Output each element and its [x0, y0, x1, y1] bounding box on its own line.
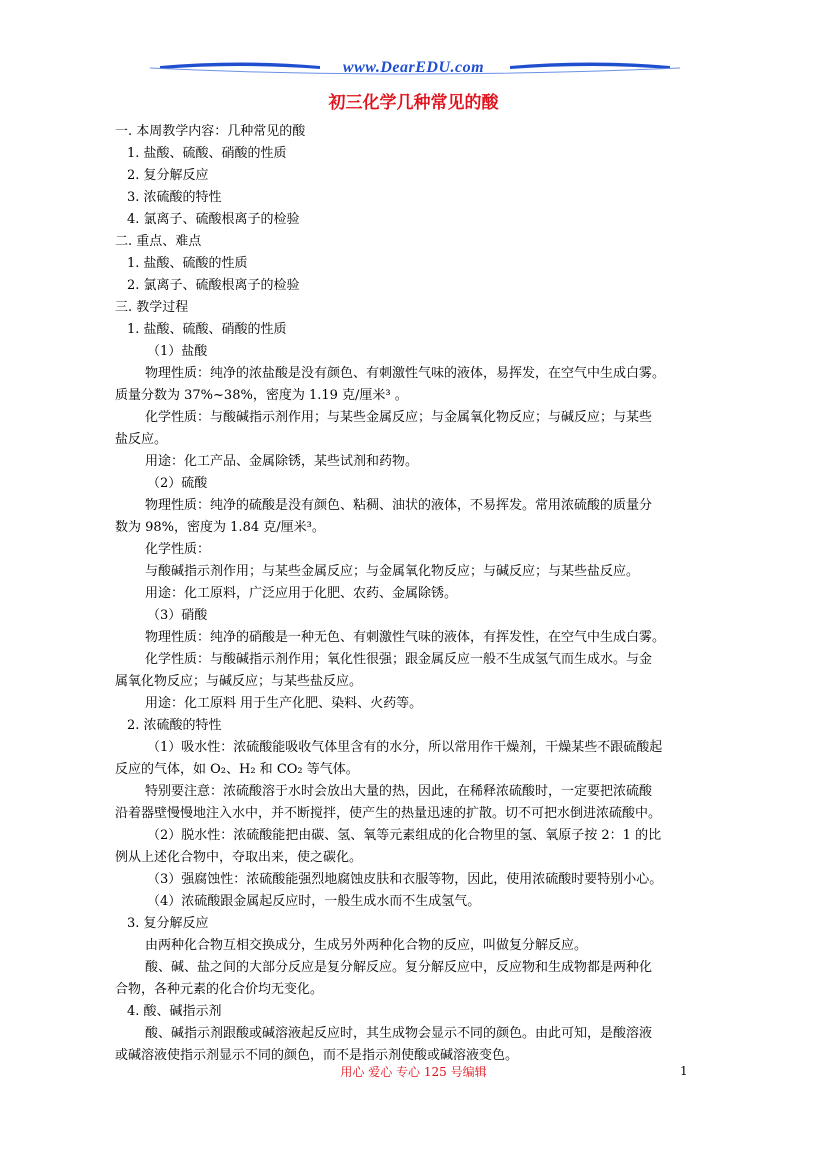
page-number: 1 [680, 1064, 688, 1078]
text-line: 物理性质：纯净的浓盐酸是没有颜色、有刺激性气味的液体，易挥发，在空气中生成白雾。 [145, 366, 666, 381]
text-line: （4）浓硫酸跟金属起反应时，一般生成水而不生成氢气。 [147, 894, 481, 909]
text-line: 三. 教学过程 [115, 300, 189, 315]
text-line: 一. 本周教学内容：几种常见的酸 [115, 124, 306, 139]
text-line: 2. 浓硫酸的特性 [127, 718, 222, 733]
text-line: （2）脱水性：浓硫酸能把由碳、氢、氧等元素组成的化合物里的氢、氧原子按 2：1 的比 [147, 828, 662, 843]
text-line: 酸、碱指示剂跟酸或碱溶液起反应时，其生成物会显示不同的颜色。由此可知，是酸溶液 [145, 1026, 653, 1041]
text-line: 二. 重点、难点 [115, 234, 202, 249]
text-line: 沿着器壁慢慢地注入水中，并不断搅拌，使产生的热量迅速的扩散。切不可把水倒进浓硫酸中。 [115, 806, 662, 821]
text-line: 或碱溶液使指示剂显示不同的颜色，而不是指示剂使酸或碱溶液变色。 [115, 1048, 519, 1063]
text-line: （2）硫酸 [147, 476, 208, 491]
text-line: 3. 浓硫酸的特性 [127, 190, 222, 205]
footer-text: 用心 爱心 专心 125 号编辑 [340, 1065, 487, 1079]
text-line: 2. 复分解反应 [127, 168, 209, 183]
text-line: 例从上述化合物中，夺取出来，使之碳化。 [115, 850, 363, 865]
document-body [115, 121, 715, 1067]
text-line: 用途：化工原料 用于生产化肥、染料、火药等。 [145, 696, 423, 711]
text-line: （3）强腐蚀性：浓硫酸能强烈地腐蚀皮肤和衣服等物，因此，使用浓硫酸时要特别小心。 [147, 872, 663, 887]
text-line: （1）盐酸 [147, 344, 208, 359]
document-title: 初三化学几种常见的酸 [328, 93, 499, 113]
text-line: 属氧化物反应；与碱反应；与某些盐反应。 [115, 674, 363, 689]
text-line: 酸、碱、盐之间的大部分反应是复分解反应。复分解反应中，反应物和生成物都是两种化 [145, 960, 653, 975]
text-line: 合物，各种元素的化合价均无变化。 [115, 982, 324, 997]
text-line: 数为 98%，密度为 1.84 克/厘米³。 [115, 520, 325, 535]
text-line: 物理性质：纯净的硝酸是一种无色、有刺激性气味的液体，有挥发性，在空气中生成白雾。 [145, 630, 666, 645]
text-line: 1. 盐酸、硫酸、硝酸的性质 [127, 322, 287, 337]
text-line: 1. 盐酸、硫酸的性质 [127, 256, 248, 271]
text-line: 反应的气体，如 O₂、H₂ 和 CO₂ 等气体。 [115, 762, 359, 777]
text-line: 化学性质：与酸碱指示剂作用；氧化性很强；跟金属反应一般不生成氢气而生成水。与金 [145, 652, 653, 667]
text-line: 3. 复分解反应 [127, 916, 209, 931]
text-line: 化学性质： [145, 542, 211, 557]
text-line: 特别要注意：浓硫酸溶于水时会放出大量的热，因此，在稀释浓硫酸时，一定要把浓硫酸 [145, 784, 653, 799]
text-line: 1. 盐酸、硫酸、硝酸的性质 [127, 146, 287, 161]
text-line: 2. 氯离子、硫酸根离子的检验 [127, 278, 300, 293]
text-line: 盐反应。 [115, 432, 168, 447]
text-line: 与酸碱指示剂作用；与某些金属反应；与金属氧化物反应；与碱反应；与某些盐反应。 [145, 564, 640, 579]
text-line: 4. 氯离子、硫酸根离子的检验 [127, 212, 300, 227]
text-line: 物理性质：纯净的硫酸是没有颜色、粘稠、油状的液体，不易挥发。常用浓硫酸的质量分 [145, 498, 653, 513]
text-line: （3）硝酸 [147, 608, 208, 623]
text-line: 用途：化工原料，广泛应用于化肥、农药、金属除锈。 [145, 586, 458, 601]
text-line: 化学性质：与酸碱指示剂作用；与某些金属反应；与金属氧化物反应；与碱反应；与某些 [145, 410, 653, 425]
text-line: 由两种化合物互相交换成分，生成另外两种化合物的反应，叫做复分解反应。 [145, 938, 588, 953]
site-url: www.DearEDU.com [342, 59, 485, 76]
text-line: （1）吸水性：浓硫酸能吸收气体里含有的水分，所以常用作干燥剂，干燥某些不跟硫酸起 [147, 740, 663, 755]
site-header [0, 54, 827, 84]
text-line: 用途：化工产品、金属除锈，某些试剂和药物。 [145, 454, 419, 469]
text-line: 4. 酸、碱指示剂 [127, 1004, 222, 1019]
text-line: 质量分数为 37%~38%，密度为 1.19 克/厘米³ 。 [115, 388, 408, 403]
